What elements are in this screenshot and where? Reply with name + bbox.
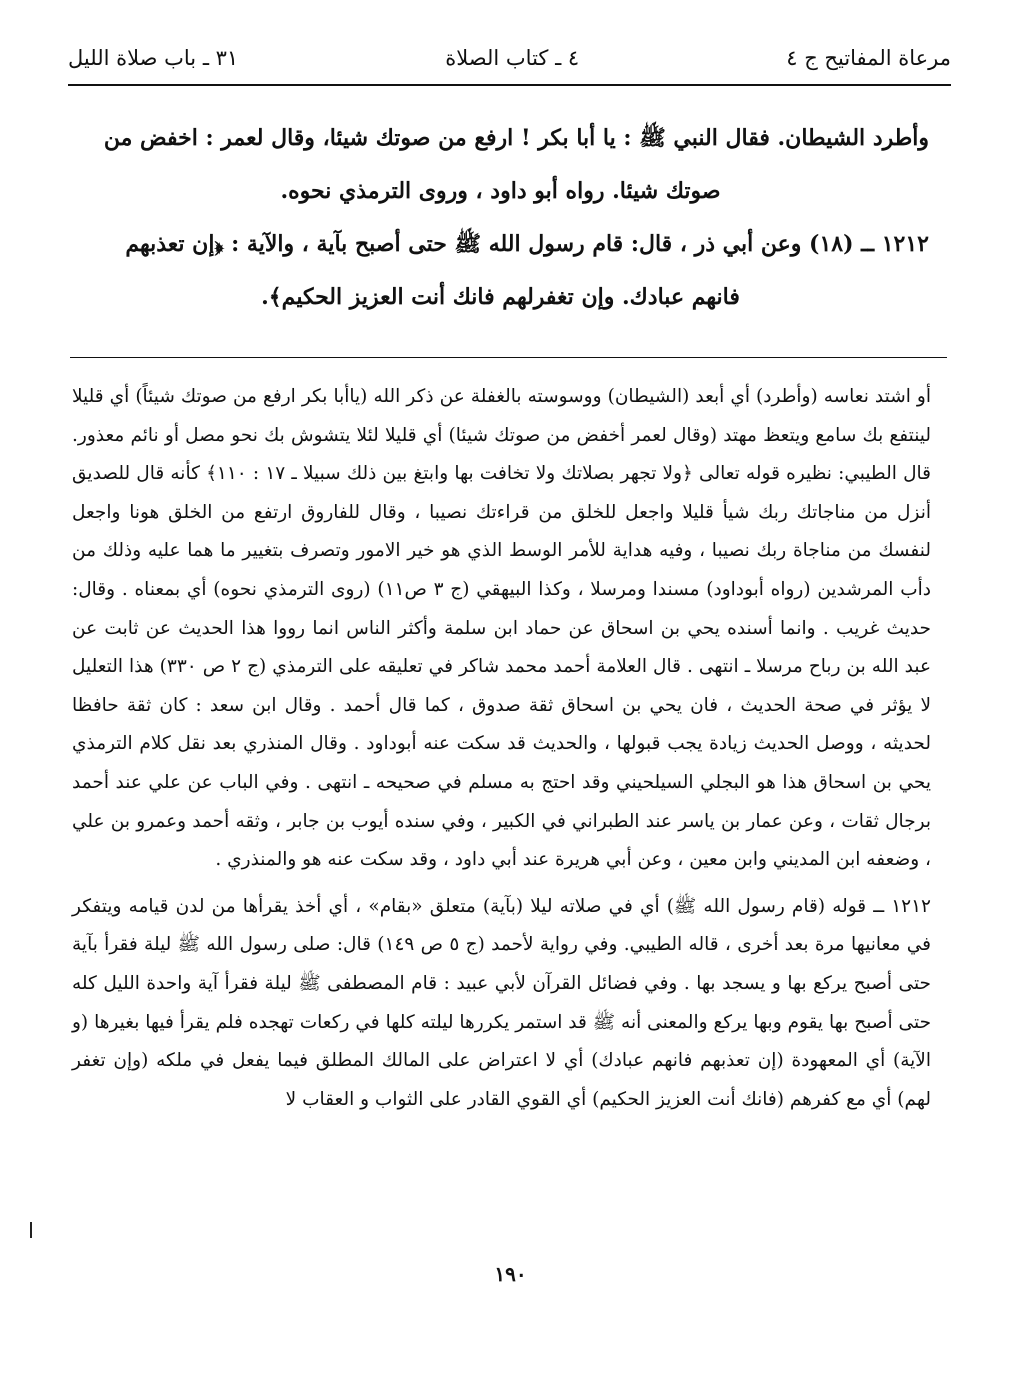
header-book-title: مرعاة المفاتيح ج ٤ [786,46,951,70]
hadith-line: وأطرد الشيطان. فقال النبي ﷺ : يا أبا بكر ! ارفع من صوتك شيئا، وقال لعمر : اخفض من [103,125,929,151]
commentary-paragraph: أو اشتد نعاسه (وأطرد) أي أبعد (الشيطان) ووسوسته بالغفلة عن ذكر الله (ياأبا بكر ارفع من صوتك شيئاً) أي قليلا لينتفع بك سامع ويتعظ مهتد (وقال لعمر أخفض من صوتك شيئا) أي قليلا لئلا يتشوش بك نحو مصل أو نائم معذور. قال الطيبي: نظيره قوله تعالى ﴿ولا تجهر بصلاتك ولا تخافت بها وابتغ بين ذلك سبيلا ـ ١٧ : ١١٠﴾ كأنه قال للصديق أنزل من مناجاتك ربك شيأ قليلا واجعل للخلق من قراءتك نصيبا ، وقال للفاروق ارتفع من الخلق هونا واجعل لنفسك من مناجاة ربك نصيبا ، وفيه هداية للأمر الوسط الذي هو خير الامور وتصرف بتغيير ما هما عليه وذلك من دأب المرشدين (رواه أبوداود) مسندا ومرسلا ، وكذا البيهقي (ج ٣ ص١١) (روى الترمذي نحوه) أي بمعناه . وقال: حديث غريب . وانما أسنده يحي بن اسحاق عن حماد ابن سلمة وأكثر الناس انما رووا هذا الحديث عن ثابت عن عبد الله بن رباح مرسلا ـ انتهى . قال العلامة أحمد محمد شاكر في تعليقه على الترمذي (ج ٢ ص ٣٣٠) هذا التعليل لا يؤثر في صحة الحديث ، فان يحي بن اسحاق ثقة صدوق ، كما قال أحمد . وقال ابن سعد : كان ثقة حافظا لحديثه ، ووصل الحديث زيادة يجب قبولها ، والحديث قد سكت عنه أبوداود . وقال المنذري بعد نقل كلام الترمذي يحي بن اسحاق هذا هو البجلي السيلحيني وقد احتج به مسلم في صحيحه ـ انتهى . وفي الباب عن علي عند أحمد برجال ثقات ، وعن عمار بن ياسر عند الطبراني في الكبير ، وفي سنده أيوب بن جابر ، وثقه أحمد وعمرو بن علي ، وضعفه ابن المديني وابن معين ، وعن أبي هريرة عند أبي داود ، وقد سكت عنه هو والمنذري . [72,386,931,871]
hadith-text [72,112,929,324]
header-chapter-title: ٤ ـ كتاب الصلاة [445,46,580,70]
page-number: ١٩٠ [494,1262,527,1286]
hadith-line: ١٢١٢ ــ (١٨) وعن أبي ذر ، قال: قام رسول الله ﷺ حتى أصبح بآية ، والآية : ﴿إن تعذبهم [125,231,929,257]
commentary-text [72,378,931,1119]
hadith-line: فانهم عبادك. وإن تغفرلهم فانك أنت العزيز الحكيم﴾. [261,284,740,310]
margin-mark [30,1222,32,1238]
footnote-divider [70,357,947,358]
hadith-line: صوتك شيئا. رواه أبو داود ، وروى الترمذي نحوه. [280,178,721,204]
header-section-title: ٣١ ـ باب صلاة الليل [68,46,239,70]
header-divider [68,84,951,86]
commentary-paragraph: ١٢١٢ ــ قوله (قام رسول الله ﷺ) أي في صلاته ليلا (بآية) متعلق «بقام» ، أي أخذ يقرأها من لدن قيامه ويتفكر في معانيها مرة بعد أخرى ، قاله الطيبي. وفي رواية لأحمد (ج ٥ ص ١٤٩) قال: صلى رسول الله ﷺ ليلة فقرأ بآية حتى أصبح يركع بها و يسجد بها . وفي فضائل القرآن لأبي عبيد : قام المصطفى ﷺ ليلة فقرأ آية واحدة الليل كله حتى أصبح بها يقوم وبها يركع والمعنى أنه ﷺ قد استمر يكررها ليلته كلها في ركعات تهجده فلم يقرأ فيها بغيرها (و الآية) أي المعهودة (إن تعذبهم فانهم عبادك) أي لا اعتراض على المالك المطلق فيما يفعل في ملكه (وإن تغفر لهم) أي مع كفرهم (فانك أنت العزيز الحكيم) أي القوي القادر على الثواب و العقاب لا [72,895,932,1110]
running-header [68,38,951,78]
